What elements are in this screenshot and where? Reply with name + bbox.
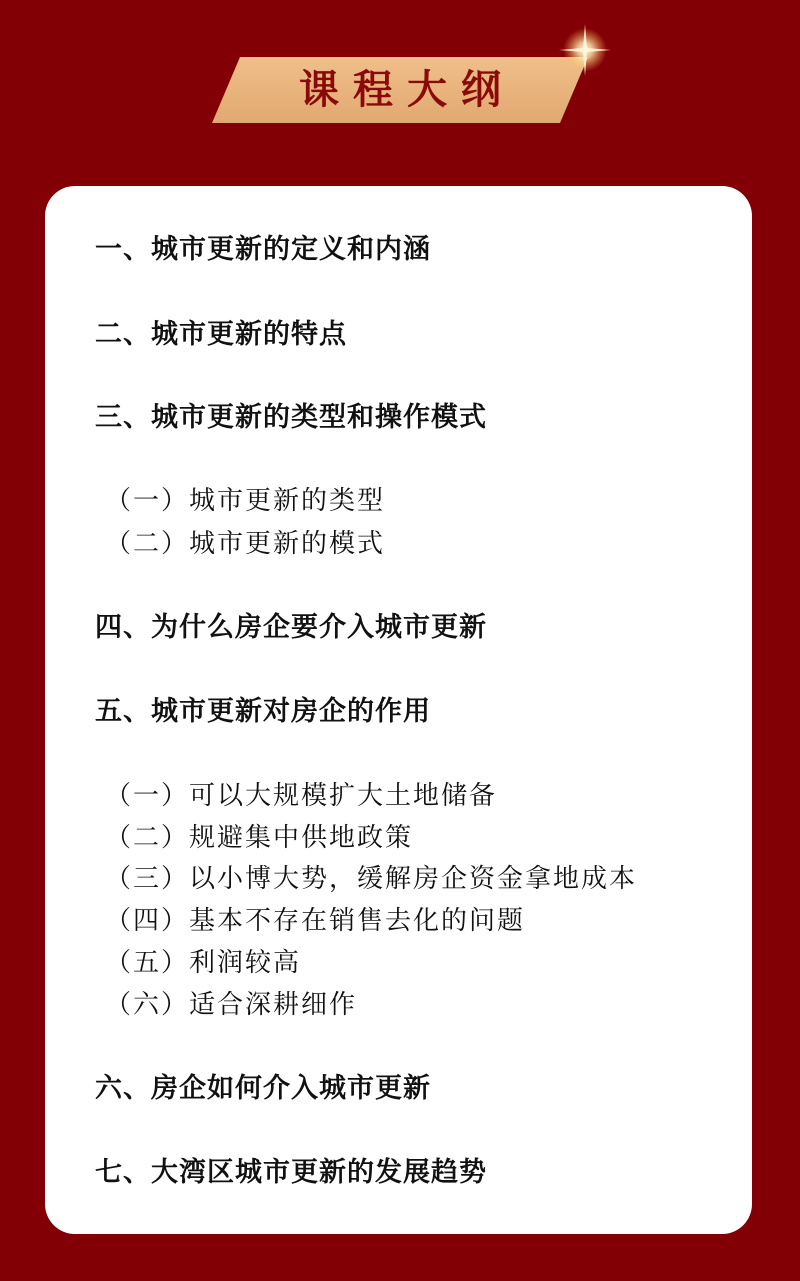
outline-subitem: （三）以小博大势，缓解房企资金拿地成本 (105, 864, 638, 894)
title-banner (212, 57, 588, 123)
outline-subitem: （四）基本不存在销售去化的问题 (105, 906, 526, 936)
outline-subitem: （五）利润较高 (105, 948, 302, 978)
outline-heading: 六、房企如何介入城市更新 (95, 1073, 431, 1104)
outline-heading: 二、城市更新的特点 (95, 319, 347, 350)
outline-subitem: （一）城市更新的类型 (105, 486, 386, 516)
page-title: 课程大纲 (299, 67, 515, 113)
sparkle-icon (555, 20, 615, 80)
outline-subitem: （六）适合深耕细作 (105, 990, 358, 1020)
outline-heading: 一、城市更新的定义和内涵 (95, 234, 431, 265)
outline-card (45, 186, 752, 1234)
outline-subitem: （一）可以大规模扩大土地储备 (105, 781, 498, 811)
outline-heading: 七、大湾区城市更新的发展趋势 (95, 1157, 487, 1188)
outline-heading: 四、为什么房企要介入城市更新 (95, 612, 487, 643)
outline-heading: 五、城市更新对房企的作用 (95, 696, 431, 727)
outline-subitem: （二）城市更新的模式 (105, 529, 386, 559)
outline-heading: 三、城市更新的类型和操作模式 (95, 402, 487, 433)
outline-subitem: （二）规避集中供地政策 (105, 823, 414, 853)
